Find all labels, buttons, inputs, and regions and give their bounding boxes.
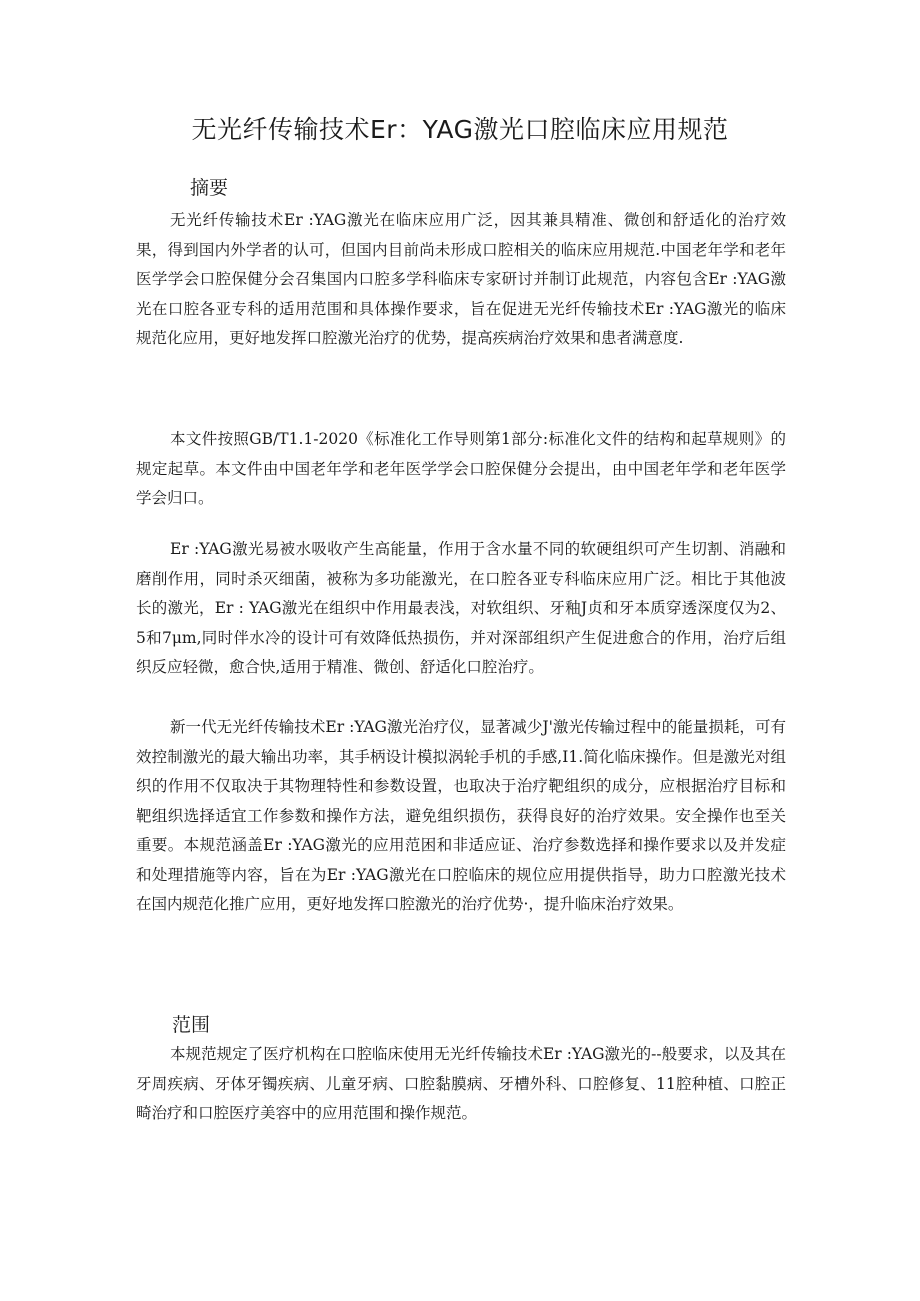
abstract-paragraph: 本文件按照GB/T1.1-2020《标准化工作导则第1部分:标准化文件的结构和起草规则》的规定起草。本文件由中国老年学和老年医学学会口腔保健分会提出，由中国老年学和老年医学学会归口。 [136, 430, 786, 507]
abstract-paragraph: 新一代无光纤传输技术Er :YAG激光治疗仪，显著减少J'激光传输过程中的能量损耗，可有效控制激光的最大输出功率，其手柄设计模拟涡轮手机的手感,I1.简化临床操作。但是激光对组织的作用不仅取决于其物理特性和参数设置，也取决于治疗靶组织的成分，应根据治疗目标和靶组织选择适宜工作参数和操作方法，避免组织损伤，获得良好的治疗效果。安全操作也至关重要。本规范涵盖Er :YAG激光的应用范困和非适应证、治疗参数选择和操作要求以及并发症和处理措施等内容，旨在为Er :YAG激光在口腔临床的规位应用提供指导，助力口腔激光技术在国内规范化推广应用，更好地发挥口腔激光的治疗优势·，提升临床治疗效果。 [136, 718, 786, 913]
section-heading-scope: 范围 [172, 1014, 211, 1036]
abstract-paragraph: Er :YAG激光易被水吸收产生高能量，作用于含水量不同的软硬组织可产生切割、消融和磨削作用，同时杀灭细菌，被称为多功能激光，在口腔各亚专科临床应用广泛。相比于其他波长的激光，Er : YAG激光在组织中作用最表浅，对软组织、牙釉J贞和牙本质穿透深度仅为2、5和7μm,同时伴水冷的设计可有效降低热损伤，并对深部组织产生促进愈合的作用，治疗后组织反应轻微，愈合快,适用于精准、微创、舒适化口腔治疗。 [136, 540, 786, 676]
section-heading-abstract: 摘要 [190, 177, 229, 199]
document-title: 无光纤传输技术Er：YAG激光口腔临床应用规范 [191, 115, 729, 144]
scope-paragraph: 本规范规定了医疗机构在口腔临床使用无光纤传输技术Er :YAG激光的--般要求，以及其在牙周疾病、牙体牙镯疾病、儿童牙病、口腔黏膜病、牙槽外科、口腔修复、11腔种植、口腔正畸治疗和口腔医疗美容中的应用范围和操作规范。 [136, 1045, 786, 1122]
abstract-paragraph: 无光纤传输技术Er :YAG激光在临床应用广泛，因其兼具精准、微创和舒适化的治疗效果，得到国内外学者的认可，但国内目前尚未形成口腔相关的临床应用规范.中国老年学和老年医学学会口腔保健分会召集国内口腔多学科临床专家研讨并制订此规范，内容包含Er :YAG激光在口腔各亚专科的适用范围和具体操作要求，旨在促进无光纤传输技术Er :YAG激光的临床规范化应用，更好地发挥口腔激光治疗的优势，提高疾病治疗效果和患者满意度. [136, 211, 786, 347]
